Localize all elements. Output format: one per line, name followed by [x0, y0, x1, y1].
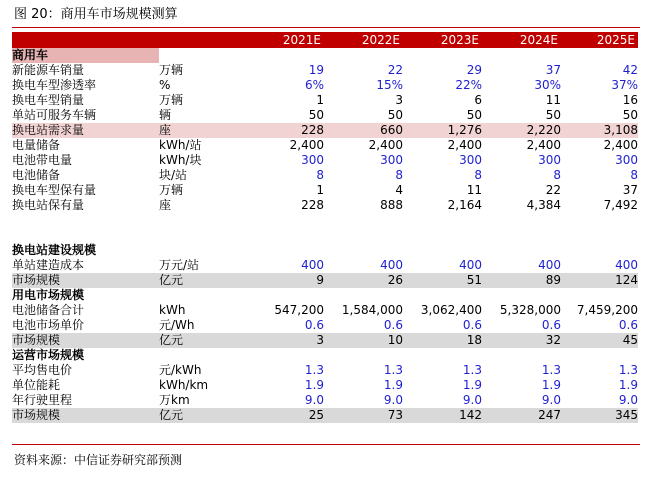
spacer-cell — [12, 213, 638, 243]
row-label: 换电车型保有量 — [12, 183, 97, 197]
value-cell: 2,400 — [603, 138, 638, 152]
value-cell: 400 — [538, 258, 561, 272]
value-cell: 1.9 — [304, 378, 324, 392]
value-cell: 37% — [611, 78, 638, 92]
row-unit: kWh — [159, 303, 186, 317]
value-cell: 1.9 — [462, 378, 482, 392]
row-label: 电池储备合计 — [12, 303, 85, 317]
row-unit: 座 — [159, 198, 172, 212]
row-unit: 万辆 — [159, 93, 184, 107]
section-header-row — [12, 48, 638, 63]
row-label: 平均售电价 — [12, 363, 73, 377]
column-header-2025E: 2025E — [561, 32, 638, 48]
row-unit: 万元/站 — [159, 258, 200, 272]
value-cell: 9.0 — [541, 393, 561, 407]
section-title: 商用车 — [12, 48, 159, 63]
row-label: 年行驶里程 — [12, 393, 73, 407]
value-cell: 9 — [245, 273, 324, 288]
value-cell: 4,384 — [526, 198, 561, 212]
value-cell: 8 — [316, 168, 324, 182]
section-title: 运营市场规模 — [12, 348, 85, 362]
value-cell: 50 — [545, 108, 561, 122]
market-size-table — [12, 32, 638, 423]
value-cell: 30% — [534, 78, 561, 92]
row-unit: 块/站 — [159, 168, 188, 182]
value-cell: 400 — [301, 258, 324, 272]
source-note: 资料来源：中信证券研究部预测 — [14, 453, 183, 467]
value-cell: 7,492 — [603, 198, 638, 212]
value-cell: 29 — [466, 63, 482, 77]
value-cell: 0.6 — [618, 318, 638, 332]
row-unit: 万辆 — [159, 183, 184, 197]
value-cell: 15% — [376, 78, 403, 92]
header-unit-cell — [159, 32, 245, 48]
value-cell: 9.0 — [462, 393, 482, 407]
table-row — [12, 408, 638, 423]
header-label-cell — [12, 32, 159, 48]
figure-title: 图 20：商用车市场规模测算 — [14, 7, 178, 22]
value-cell: 2,400 — [526, 138, 561, 152]
row-label: 单站建造成本 — [12, 258, 85, 272]
row-unit: kWh/km — [159, 378, 209, 392]
row-label: 换电车型销量 — [12, 93, 85, 107]
row-label: 电量储备 — [12, 138, 61, 152]
value-cell: 37 — [545, 63, 561, 77]
value-cell: 7,459,200 — [576, 303, 638, 317]
value-cell: 26 — [324, 273, 403, 288]
value-cell: 547,200 — [274, 303, 324, 317]
value-cell: 8 — [395, 168, 403, 182]
value-cell: 300 — [615, 153, 638, 167]
value-cell: 16 — [622, 93, 638, 107]
value-cell: 247 — [482, 408, 561, 423]
table-row — [12, 333, 638, 348]
value-cell: 11 — [466, 183, 482, 197]
column-header-2024E: 2024E — [482, 32, 561, 48]
row-unit: 元/kWh — [159, 363, 202, 377]
value-cell: 1,276 — [403, 123, 482, 138]
row-label: 单站可服务车辆 — [12, 108, 97, 122]
row-unit: 辆 — [159, 108, 172, 122]
row-label: 换电车型渗透率 — [12, 78, 97, 92]
value-cell: 1.3 — [304, 363, 324, 377]
row-unit: 座 — [159, 123, 245, 138]
value-cell: 1.3 — [383, 363, 403, 377]
row-label: 换电站保有量 — [12, 198, 85, 212]
row-unit: 亿元 — [159, 333, 245, 348]
value-cell: 0.6 — [541, 318, 561, 332]
value-cell: 5,328,000 — [499, 303, 561, 317]
value-cell: 1.3 — [618, 363, 638, 377]
value-cell: 3,062,400 — [420, 303, 482, 317]
value-cell: 3 — [395, 93, 403, 107]
value-cell: 300 — [538, 153, 561, 167]
value-cell: 400 — [380, 258, 403, 272]
value-cell: 400 — [615, 258, 638, 272]
row-label: 电池储备 — [12, 168, 61, 182]
row-unit: 亿元 — [159, 273, 245, 288]
table-row — [12, 393, 638, 408]
row-label: 单位能耗 — [12, 378, 61, 392]
value-cell: 4 — [395, 183, 403, 197]
value-cell: 0.6 — [462, 318, 482, 332]
value-cell: 0.6 — [383, 318, 403, 332]
value-cell: 142 — [403, 408, 482, 423]
value-cell: 6 — [474, 93, 482, 107]
value-cell: 10 — [324, 333, 403, 348]
row-label: 市场规模 — [12, 408, 159, 423]
value-cell: 2,400 — [447, 138, 482, 152]
row-label: 新能源车销量 — [12, 63, 85, 77]
column-header-2021E: 2021E — [245, 32, 324, 48]
bottom-divider — [12, 444, 640, 445]
header-row — [12, 32, 638, 48]
table-row — [12, 258, 638, 273]
value-cell: 228 — [245, 123, 324, 138]
value-cell: 37 — [622, 183, 638, 197]
row-unit: 亿元 — [159, 408, 245, 423]
value-cell: 300 — [459, 153, 482, 167]
table-row — [12, 183, 638, 198]
value-cell: 300 — [301, 153, 324, 167]
value-cell: 2,164 — [447, 198, 482, 212]
value-cell: 9.0 — [383, 393, 403, 407]
value-cell: 1.9 — [618, 378, 638, 392]
column-header-2023E: 2023E — [403, 32, 482, 48]
value-cell: 89 — [482, 273, 561, 288]
row-unit: 万km — [159, 393, 190, 407]
table-row — [12, 138, 638, 153]
value-cell: 42 — [622, 63, 638, 77]
section-header-row — [12, 243, 638, 258]
section-title: 用电市场规模 — [12, 288, 85, 302]
value-cell: 3,108 — [561, 123, 638, 138]
value-cell: 2,220 — [482, 123, 561, 138]
table-row — [12, 78, 638, 93]
section-title: 换电站建设规模 — [12, 243, 97, 257]
value-cell: 45 — [561, 333, 638, 348]
section-header-row — [12, 348, 638, 363]
table-row — [12, 303, 638, 318]
value-cell: 1,584,000 — [341, 303, 403, 317]
value-cell: 1 — [316, 183, 324, 197]
row-label: 市场规模 — [12, 273, 159, 288]
table-row — [12, 198, 638, 213]
value-cell: 400 — [459, 258, 482, 272]
value-cell: 1.9 — [383, 378, 403, 392]
section-filler — [159, 348, 638, 363]
value-cell: 50 — [308, 108, 324, 122]
row-unit: kWh/块 — [159, 153, 202, 167]
section-filler — [159, 243, 638, 258]
row-label: 电池市场单价 — [12, 318, 85, 332]
row-unit: 元/Wh — [159, 318, 195, 332]
value-cell: 50 — [387, 108, 403, 122]
value-cell: 22 — [545, 183, 561, 197]
value-cell: 124 — [561, 273, 638, 288]
row-label: 换电站需求量 — [12, 123, 159, 138]
value-cell: 3 — [245, 333, 324, 348]
section-filler — [159, 288, 638, 303]
row-label: 电池带电量 — [12, 153, 73, 167]
row-unit: 万辆 — [159, 63, 184, 77]
value-cell: 9.0 — [618, 393, 638, 407]
value-cell: 2,400 — [289, 138, 324, 152]
value-cell: 660 — [324, 123, 403, 138]
value-cell: 2,400 — [368, 138, 403, 152]
value-cell: 32 — [482, 333, 561, 348]
row-unit: kWh/站 — [159, 138, 202, 152]
value-cell: 228 — [301, 198, 324, 212]
value-cell: 19 — [308, 63, 324, 77]
value-cell: 300 — [380, 153, 403, 167]
value-cell: 73 — [324, 408, 403, 423]
table-row — [12, 93, 638, 108]
table-row — [12, 108, 638, 123]
row-label: 市场规模 — [12, 333, 159, 348]
value-cell: 50 — [622, 108, 638, 122]
value-cell: 22 — [387, 63, 403, 77]
value-cell: 0.6 — [304, 318, 324, 332]
value-cell: 18 — [403, 333, 482, 348]
value-cell: 1.3 — [462, 363, 482, 377]
table-row — [12, 318, 638, 333]
row-unit: % — [159, 78, 171, 92]
value-cell: 6% — [304, 78, 324, 92]
table-row — [12, 273, 638, 288]
value-cell: 8 — [474, 168, 482, 182]
value-cell: 1.3 — [541, 363, 561, 377]
table-row — [12, 63, 638, 78]
top-divider — [12, 27, 640, 28]
section-filler — [159, 48, 638, 63]
value-cell: 51 — [403, 273, 482, 288]
column-header-2022E: 2022E — [324, 32, 403, 48]
value-cell: 22% — [455, 78, 482, 92]
value-cell: 25 — [245, 408, 324, 423]
value-cell: 8 — [630, 168, 638, 182]
table-row — [12, 123, 638, 138]
value-cell: 9.0 — [304, 393, 324, 407]
table-row — [12, 363, 638, 378]
table-row — [12, 168, 638, 183]
spacer-row — [12, 213, 638, 243]
value-cell: 11 — [545, 93, 561, 107]
value-cell: 1.9 — [541, 378, 561, 392]
table-row — [12, 378, 638, 393]
section-header-row — [12, 288, 638, 303]
table-row — [12, 153, 638, 168]
value-cell: 8 — [553, 168, 561, 182]
value-cell: 50 — [466, 108, 482, 122]
value-cell: 1 — [316, 93, 324, 107]
value-cell: 888 — [380, 198, 403, 212]
value-cell: 345 — [561, 408, 638, 423]
